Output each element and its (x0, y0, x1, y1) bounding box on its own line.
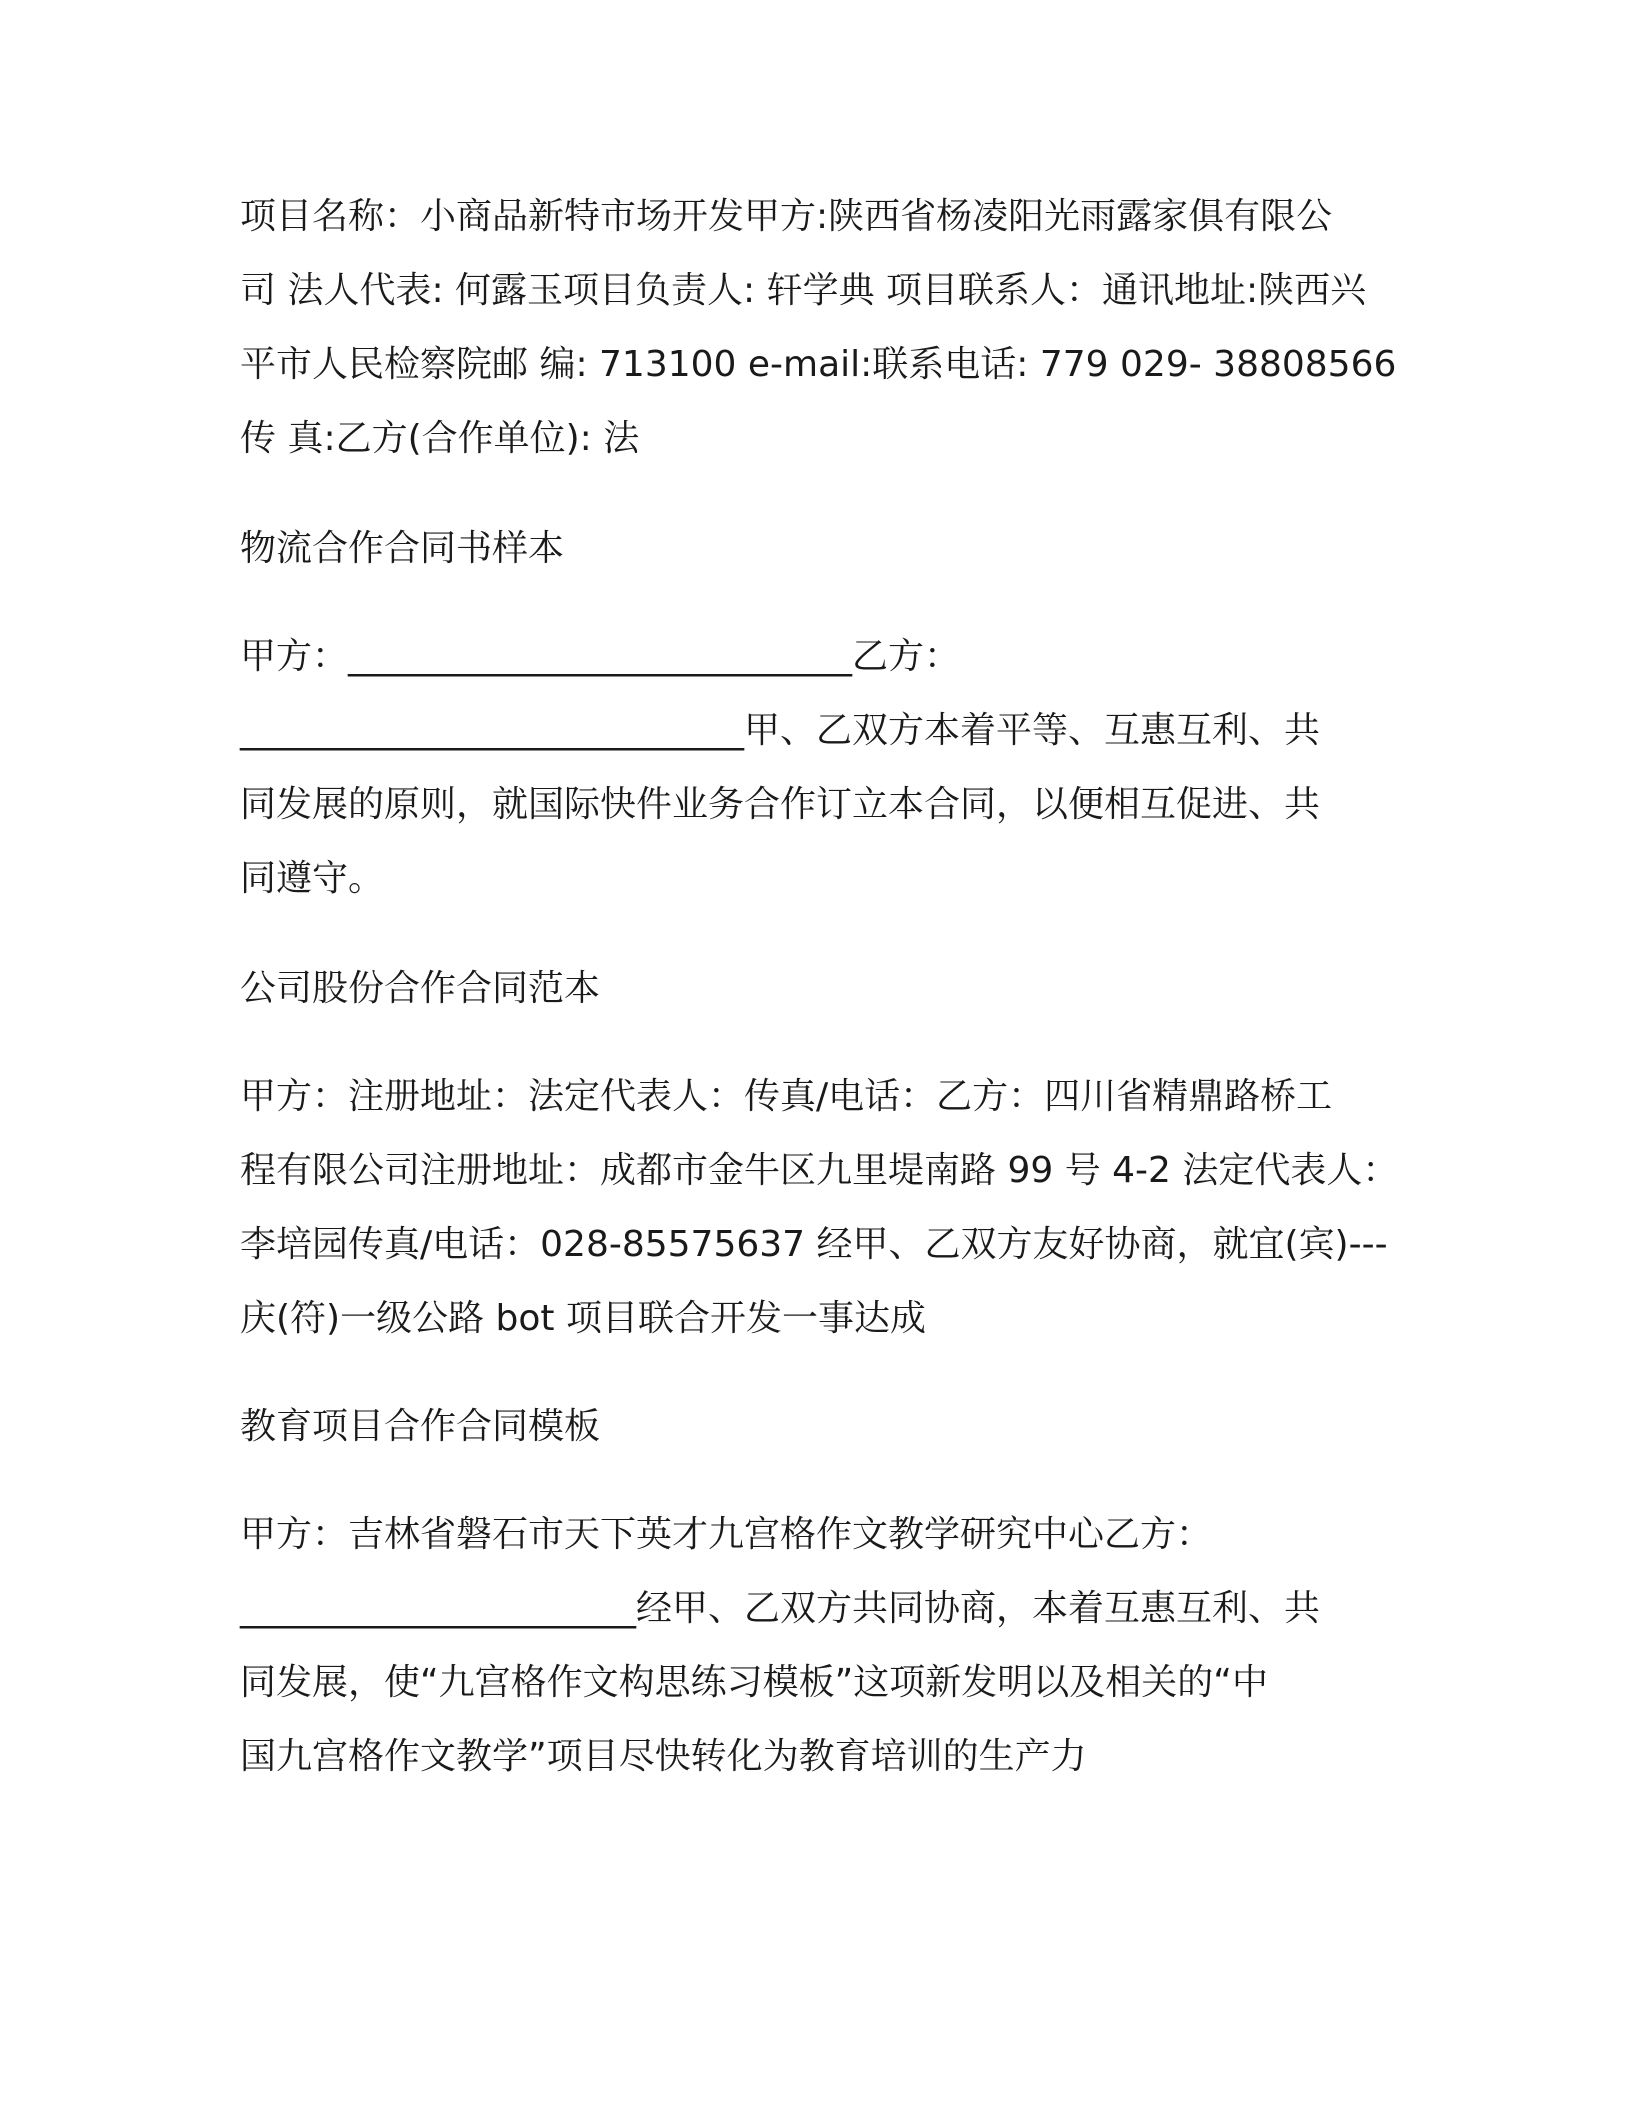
text-line: ______________________经甲、乙双方共同协商，本着互惠互利、共 (240, 1588, 1321, 1629)
shares-paragraph (240, 1060, 1430, 1356)
text-line: 甲方：____________________________乙方： (240, 636, 961, 677)
text-line: 同发展的原则，就国际快件业务合作订立本合同，以便相互促进、共 (240, 784, 1321, 825)
text-line: 程有限公司注册地址：成都市金牛区九里堤南路 99 号 4-2 法定代表人： (240, 1150, 1399, 1191)
text-line: 甲方：吉林省磐石市天下英才九宫格作文教学研究中心乙方： (240, 1514, 1213, 1555)
text-line: 传 真:乙方(合作单位): 法 (240, 418, 640, 459)
text-line: 庆(符)一级公路 bot 项目联合开发一事达成 (240, 1298, 926, 1339)
text-line: 司 法人代表: 何露玉项目负责人: 轩学典 项目联系人：通讯地址:陕西兴 (240, 270, 1367, 311)
text-line: 甲方：注册地址：法定代表人：传真/电话：乙方：四川省精鼎路桥工 (240, 1076, 1333, 1117)
section-heading-education: 教育项目合作合同模板 (240, 1406, 601, 1447)
text-line: ____________________________甲、乙双方本着平等、互惠互利、共 (240, 710, 1321, 751)
education-paragraph (240, 1498, 1430, 1794)
project-info-paragraph (240, 180, 1430, 476)
text-line: 平市人民检察院邮 编: 713100 e-mail:联系电话: 779 029- 38808566 (240, 344, 1397, 385)
text-line: 同遵守。 (240, 858, 385, 899)
section-heading-logistics: 物流合作合同书样本 (240, 528, 565, 569)
section-heading-shares: 公司股份合作合同范本 (240, 968, 601, 1009)
text-line: 国九宫格作文教学”项目尽快转化为教育培训的生产力 (240, 1736, 1087, 1777)
text-line: 李培园传真/电话：028-85575637 经甲、乙双方友好协商，就宜(宾)--- (240, 1224, 1388, 1265)
logistics-paragraph (240, 620, 1430, 916)
text-line: 项目名称：小商品新特市场开发甲方:陕西省杨凌阳光雨露家俱有限公 (240, 196, 1333, 237)
text-line: 同发展，使“九宫格作文构思练习模板”这项新发明以及相关的“中 (240, 1662, 1268, 1703)
